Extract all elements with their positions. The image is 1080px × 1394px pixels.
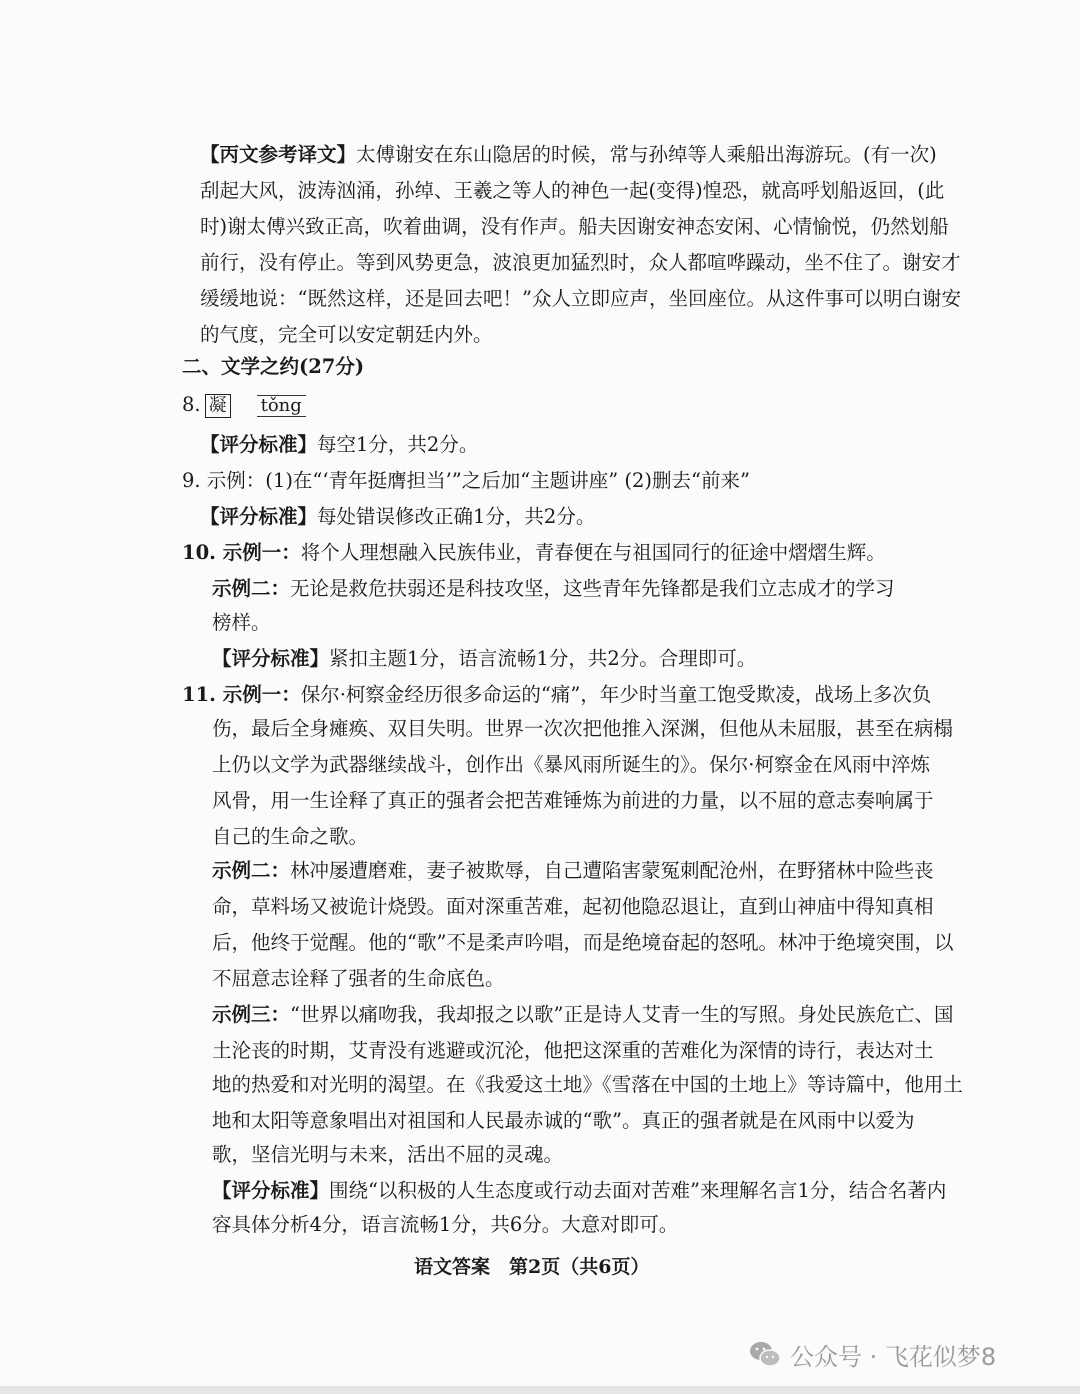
q8-pinyin: tǒng bbox=[257, 395, 306, 417]
q11-example1-line4: 风骨，用一生诠释了真正的强者会把苦难锤炼为前进的力量，以不屈的意志奏响属于 bbox=[212, 789, 934, 812]
page-footer: 语文答案 第2页（共6页） bbox=[414, 1256, 650, 1278]
q11-standard-line2: 容具体分析4分，语言流畅1分，共6分。大意对即可。 bbox=[212, 1213, 679, 1236]
bing-line-6: 的气度，完全可以安定朝廷内外。 bbox=[200, 323, 493, 346]
q11-example2-line3: 后，他终于觉醒。他的“歌”不是柔声吟唱，而是绝境奋起的怒吼。林冲于绝境突围，以 bbox=[212, 931, 954, 954]
bing-line-3: 时)谢太傅兴致正高，吹着曲调，没有作声。船夫因谢安神态安闲、心情愉悦，仍然划船 bbox=[200, 215, 949, 238]
q10-example2-line2: 榜样。 bbox=[212, 611, 271, 634]
wechat-watermark bbox=[748, 1334, 996, 1374]
bing-line-4: 前行，没有停止。等到风势更急，波浪更加猛烈时，众人都喧哗躁动，坐不住了。谢安才 bbox=[200, 251, 961, 274]
q8-char-box: 凝 bbox=[205, 394, 231, 418]
q11-example1-line5: 自己的生命之歌。 bbox=[212, 825, 369, 848]
q11-example3-line1: 示例三：“世界以痛吻我，我却报之以歌”正是诗人艾青一生的写照。身处民族危亡、国 bbox=[212, 1003, 954, 1026]
q10-standard: 【评分标准】紧扣主题1分，语言流畅1分，共2分。合理即可。 bbox=[212, 647, 757, 670]
q11-example2-line1: 示例二：林冲屡遭磨难，妻子被欺辱，自己遭陷害蒙冤刺配沧州，在野猪林中险些丧 bbox=[212, 859, 934, 882]
section2-title: 二、文学之约(27分) bbox=[182, 355, 365, 378]
q9-standard: 【评分标准】每处错误修改正确1分，共2分。 bbox=[200, 505, 596, 528]
bing-line-5: 缓缓地说：“既然这样，还是回去吧！”众人立即应声，坐回座位。从这件事可以明白谢安 bbox=[200, 287, 961, 310]
watermark-text: 公众号 · 飞花似梦8 bbox=[790, 1342, 997, 1371]
q8-number: 8. bbox=[182, 393, 201, 416]
q10-example1: 10. 示例一：将个人理想融入民族伟业，青春便在与祖国同行的征途中熠熠生辉。 bbox=[182, 541, 886, 564]
q11-example1-line2: 伤，最后全身瘫痪、双目失明。世界一次次把他推入深渊，但他从未屈服，甚至在病榻 bbox=[212, 717, 954, 740]
q11-example3-line3: 地的热爱和对光明的渴望。在《我爱这土地》《雪落在中国的土地上》等诗篇中，他用土 bbox=[212, 1073, 963, 1096]
q11-example2-line2: 命，草料场又被诡计烧毁。面对深重苦难，起初他隐忍退让，直到山神庙中得知真相 bbox=[212, 895, 934, 918]
q8-answer bbox=[182, 390, 306, 420]
wechat-icon bbox=[748, 1339, 782, 1369]
q10-example2-line1: 示例二：无论是救危扶弱还是科技攻坚，这些青年先锋都是我们立志成才的学习 bbox=[212, 577, 895, 600]
q8-standard: 【评分标准】每空1分，共2分。 bbox=[200, 433, 479, 456]
q11-example3-line5: 歌，坚信光明与未来，活出不屈的灵魂。 bbox=[212, 1143, 564, 1166]
q11-example3-line2: 土沦丧的时期，艾青没有逃避或沉沦，他把这深重的苦难化为深情的诗行，表达对土 bbox=[212, 1039, 934, 1062]
q11-example1-line1: 11. 示例一：保尔·柯察金经历很多命运的“痛”，年少时当童工饱受欺凌，战场上多次负 bbox=[182, 683, 932, 706]
q9-answer: 9. 示例：(1)在“‘青年挺膺担当’”之后加“主题讲座” (2)删去“前来” bbox=[182, 469, 750, 492]
bottom-strip bbox=[0, 1386, 1080, 1394]
q11-standard-line1: 【评分标准】围绕“以积极的人生态度或行动去面对苦难”来理解名言1分，结合名著内 bbox=[212, 1179, 947, 1202]
bing-line-1: 【丙文参考译文】太傅谢安在东山隐居的时候，常与孙绰等人乘船出海游玩。(有一次) bbox=[200, 143, 937, 166]
bing-line-2: 刮起大风，波涛汹涌，孙绰、王羲之等人的神色一起(变得)惶恐，就高呼划船返回，(此 bbox=[200, 179, 945, 202]
q11-example1-line3: 上仍以文学为武器继续战斗，创作出《暴风雨所诞生的》。保尔·柯察金在风雨中淬炼 bbox=[212, 753, 930, 776]
q11-example2-line4: 不屈意志诠释了强者的生命底色。 bbox=[212, 967, 505, 990]
q11-example3-line4: 地和太阳等意象唱出对祖国和人民最赤诚的“歌”。真正的强者就是在风雨中以爱为 bbox=[212, 1109, 915, 1132]
bing-label: 【丙文参考译文】 bbox=[200, 143, 357, 166]
